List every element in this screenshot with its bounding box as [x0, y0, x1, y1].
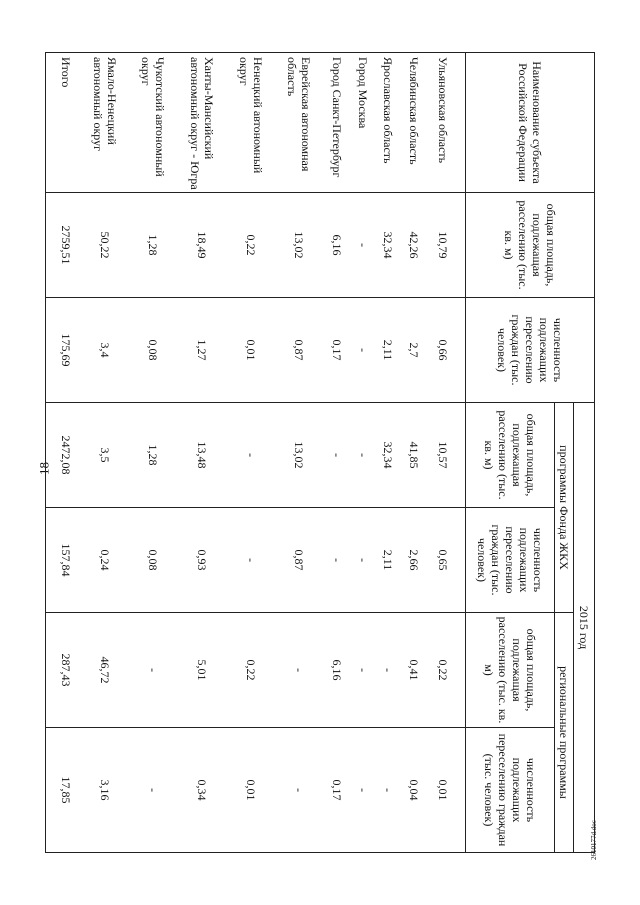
row-subject-name: Ярославская область: [376, 53, 402, 193]
row-value-cell: 1,28: [129, 193, 178, 298]
row-value-cell: 13,02: [275, 403, 324, 508]
row-value-cell: 10,57: [427, 403, 465, 508]
header-year: 2015 год: [574, 403, 595, 853]
header-total-people: численность подлежащих переселению граждан (тыс. человек): [466, 298, 595, 403]
row-value-cell: 3,4: [80, 298, 129, 403]
row-value-cell: 0,41: [401, 613, 427, 728]
row-value-cell: 2,11: [376, 298, 402, 403]
table-row: [129, 53, 178, 853]
row-value-cell: 0,17: [324, 728, 350, 853]
row-value-cell: 0,22: [226, 613, 275, 728]
table-row: [427, 53, 465, 853]
row-value-cell: -: [376, 613, 402, 728]
row-subject-name: Ненецкий автономный округ: [226, 53, 275, 193]
table-row: [46, 53, 81, 853]
row-value-cell: 17,85: [46, 728, 81, 853]
row-value-cell: -: [350, 613, 376, 728]
row-subject-name: Чукотский автономный округ: [129, 53, 178, 193]
row-value-cell: -: [350, 728, 376, 853]
row-subject-name: Ханты-Мансийский автономный округ - Югра: [178, 53, 227, 193]
row-subject-name: Город Москва: [350, 53, 376, 193]
row-value-cell: 1,27: [178, 298, 227, 403]
row-value-cell: 0,22: [226, 193, 275, 298]
row-value-cell: 0,01: [427, 728, 465, 853]
row-value-cell: 18,49: [178, 193, 227, 298]
header-total-area: общая площадь, подлежащая расселению (тыс. кв. м): [466, 193, 595, 298]
row-value-cell: -: [129, 728, 178, 853]
row-value-cell: 5,01: [178, 613, 227, 728]
row-value-cell: 2,11: [376, 508, 402, 613]
row-value-cell: 6,16: [324, 613, 350, 728]
row-value-cell: 1,28: [129, 403, 178, 508]
row-value-cell: 2,7: [401, 298, 427, 403]
row-value-cell: 3,16: [80, 728, 129, 853]
row-value-cell: -: [350, 403, 376, 508]
row-value-cell: 3,5: [80, 403, 129, 508]
table-row: [80, 53, 129, 853]
row-value-cell: -: [275, 613, 324, 728]
row-value-cell: 10,79: [427, 193, 465, 298]
row-value-cell: 6,16: [324, 193, 350, 298]
row-value-cell: 175,69: [46, 298, 81, 403]
row-value-cell: 41,85: [401, 403, 427, 508]
row-subject-name: Ямало-Ненецкий автономный округ: [80, 53, 129, 193]
header-subject: Наименование субъекта Российской Федерации: [466, 53, 595, 193]
row-value-cell: 13,02: [275, 193, 324, 298]
header-fund-area: общая площадь, подлежащая расселению (тыс. кв. м): [466, 403, 555, 508]
row-value-cell: -: [324, 403, 350, 508]
table-row: [376, 53, 402, 853]
row-value-cell: 2472,08: [46, 403, 81, 508]
row-value-cell: 32,34: [376, 193, 402, 298]
row-subject-name: Еврейская автономная область: [275, 53, 324, 193]
row-subject-name: Город Санкт-Петербург: [324, 53, 350, 193]
table-row: [275, 53, 324, 853]
row-subject-name: Итого: [46, 53, 81, 193]
row-value-cell: -: [226, 403, 275, 508]
rotated-table-container: [45, 52, 595, 852]
row-value-cell: 0,65: [427, 508, 465, 613]
row-value-cell: 157,84: [46, 508, 81, 613]
row-value-cell: -: [226, 508, 275, 613]
row-value-cell: -: [376, 728, 402, 853]
row-value-cell: 0,17: [324, 298, 350, 403]
page-number: 18: [36, 462, 52, 475]
row-value-cell: 0,87: [275, 298, 324, 403]
row-value-cell: 2,66: [401, 508, 427, 613]
table-body: [46, 53, 466, 853]
row-subject-name: Челябинская область: [401, 53, 427, 193]
row-value-cell: 0,93: [178, 508, 227, 613]
row-value-cell: -: [324, 508, 350, 613]
row-value-cell: 2759,51: [46, 193, 81, 298]
header-regional-programs: региональные программы: [555, 613, 574, 853]
row-value-cell: 13,48: [178, 403, 227, 508]
table-row: [324, 53, 350, 853]
row-value-cell: 0,66: [427, 298, 465, 403]
row-value-cell: 0,87: [275, 508, 324, 613]
header-fund-people: численность подлежащих переселению граждан (тыс. человек): [466, 508, 555, 613]
row-value-cell: 42,26: [401, 193, 427, 298]
row-value-cell: -: [350, 193, 376, 298]
row-value-cell: 0,34: [178, 728, 227, 853]
row-value-cell: 46,72: [80, 613, 129, 728]
row-value-cell: 0,04: [401, 728, 427, 853]
file-reference: 2610177d.doc: [590, 820, 598, 860]
row-value-cell: 0,22: [427, 613, 465, 728]
row-value-cell: 0,01: [226, 298, 275, 403]
row-value-cell: 287,43: [46, 613, 81, 728]
row-value-cell: -: [350, 298, 376, 403]
row-subject-name: Ульяновская область: [427, 53, 465, 193]
row-value-cell: 32,34: [376, 403, 402, 508]
table-row: [401, 53, 427, 853]
row-value-cell: -: [275, 728, 324, 853]
header-regional-people: численность подлежащих переселению граждан (тыс. человек): [466, 728, 555, 853]
table-row: [226, 53, 275, 853]
row-value-cell: 0,08: [129, 298, 178, 403]
table-row: [178, 53, 227, 853]
row-value-cell: 50,22: [80, 193, 129, 298]
header-regional-area: общая площадь, подлежащая расселению (тыс. кв. м): [466, 613, 555, 728]
row-value-cell: 0,24: [80, 508, 129, 613]
header-fund-programs: программы Фонда ЖКХ: [555, 403, 574, 613]
row-value-cell: -: [129, 613, 178, 728]
row-value-cell: -: [350, 508, 376, 613]
row-value-cell: 0,08: [129, 508, 178, 613]
table-row: [350, 53, 376, 853]
row-value-cell: 0,01: [226, 728, 275, 853]
housing-relocation-table: [45, 52, 595, 853]
